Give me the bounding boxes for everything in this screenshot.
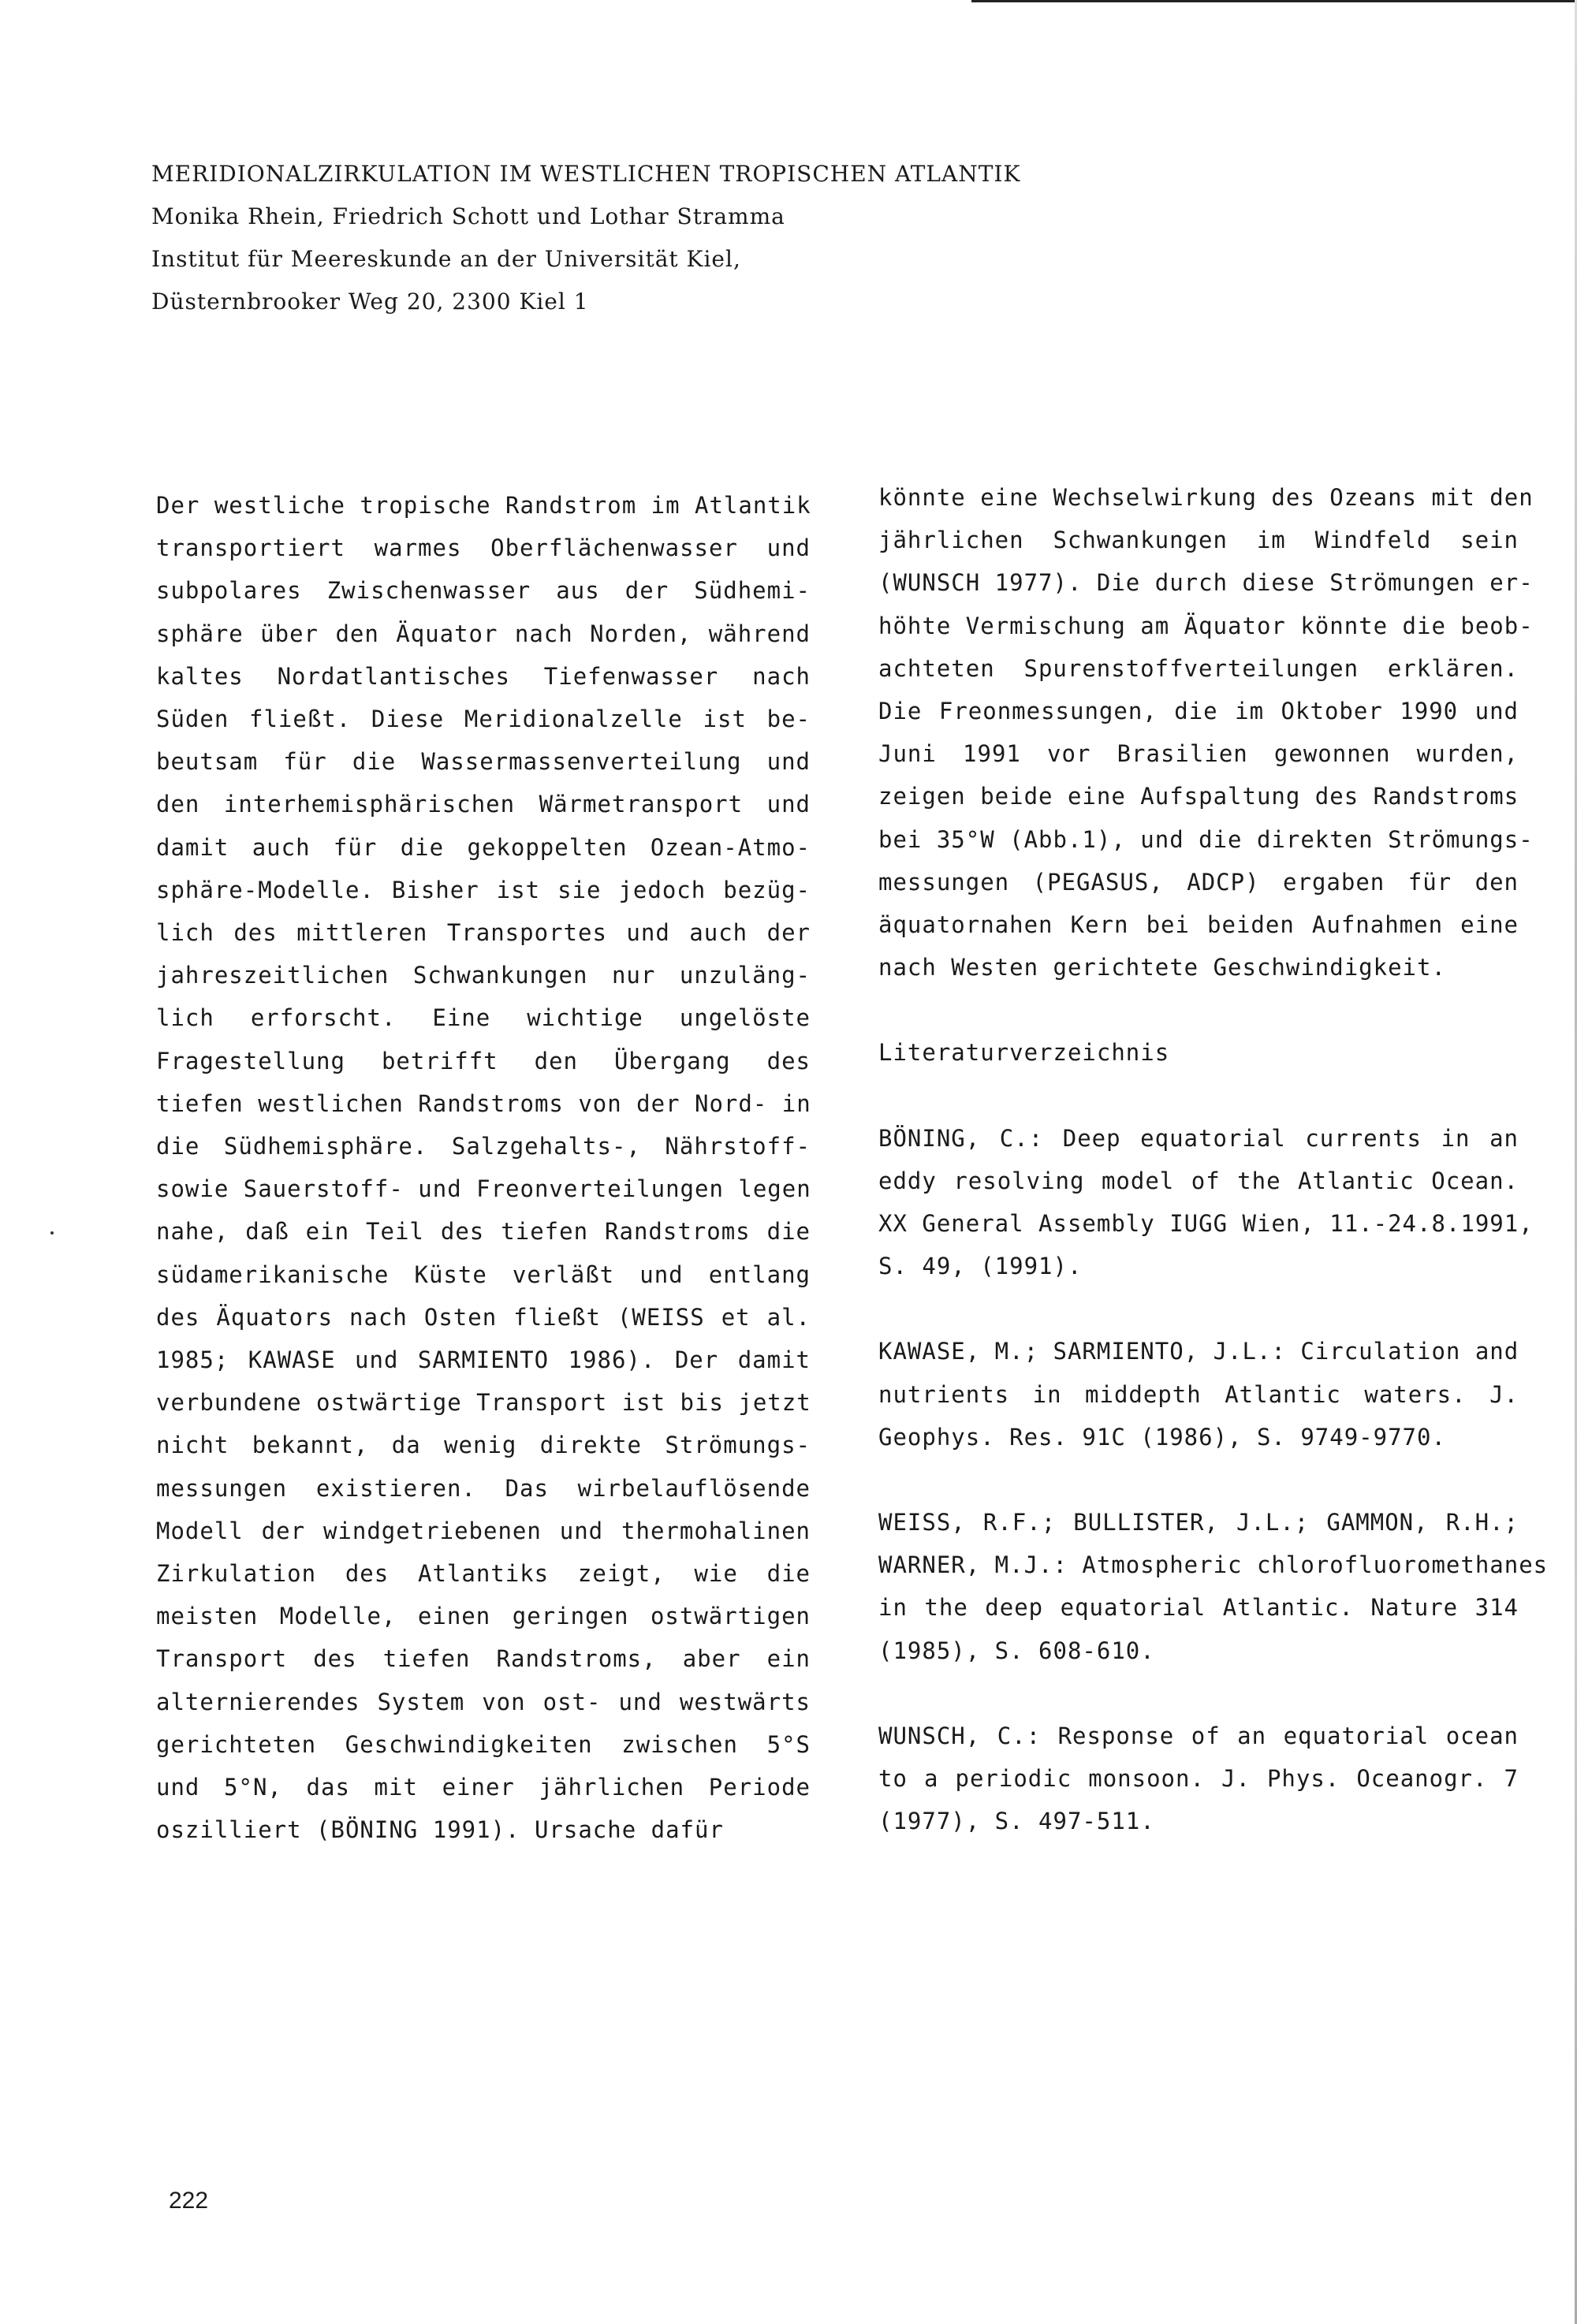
article-institute: Institut für Meereskunde an der Universität Kiel, xyxy=(151,246,741,272)
body-text-line: Zirkulation des Atlantiks zeigt, wie die xyxy=(156,1560,811,1588)
article-authors: Monika Rhein, Friedrich Schott und Lothar Stramma xyxy=(151,203,785,229)
body-text-line: oszilliert (BÖNING 1991). Ursache dafür xyxy=(156,1816,724,1844)
body-text-line: verbundene ostwärtige Transport ist bis jetzt xyxy=(156,1389,811,1417)
reference-line: WUNSCH, C.: Response of an equatorial ocean xyxy=(878,1722,1519,1749)
body-text-line: gerichteten Geschwindigkeiten zwischen 5°S xyxy=(156,1730,811,1758)
body-text-line: jahreszeitlichen Schwankungen nur unzuläng- xyxy=(156,962,811,989)
body-text-line: und 5°N, das mit einer jährlichen Periode xyxy=(156,1774,811,1801)
body-text-line: nahe, daß ein Teil des tiefen Randstroms die xyxy=(156,1218,811,1246)
body-text-line: könnte eine Wechselwirkung des Ozeans mit den xyxy=(878,484,1534,511)
body-text-line: die Südhemisphäre. Salzgehalts-, Nährstoff- xyxy=(156,1133,811,1160)
body-text-line: (WUNSCH 1977). Die durch diese Strömungen er- xyxy=(878,569,1534,597)
references-list xyxy=(878,1117,1549,1843)
body-text-line: Modell der windgetriebenen und thermohalinen xyxy=(156,1517,811,1544)
body-text-line: Juni 1991 vor Brasilien gewonnen wurden, xyxy=(878,740,1519,768)
reference-line: (1985), S. 608-610. xyxy=(878,1637,1155,1664)
reference-line: WEISS, R.F.; BULLISTER, J.L.; GAMMON, R.H.; xyxy=(878,1509,1519,1536)
reference-line: KAWASE, M.; SARMIENTO, J.L.: Circulation and xyxy=(878,1338,1519,1365)
reference-line: WARNER, M.J.: Atmospheric chlorofluoromethanes xyxy=(878,1551,1549,1579)
references-heading: Literaturverzeichnis xyxy=(878,1039,1170,1067)
body-text-line: meisten Modelle, einen geringen ostwärtigen xyxy=(156,1603,811,1630)
reference-line: eddy resolving model of the Atlantic Ocean. xyxy=(878,1167,1519,1194)
body-text-line: achteten Spurenstoffverteilungen erklären. xyxy=(878,654,1519,682)
body-text-line: damit auch für die gekoppelten Ozean-Atmo- xyxy=(156,833,811,861)
body-text-line: zeigen beide eine Aufspaltung des Randstroms xyxy=(878,783,1519,810)
reference-entry xyxy=(878,1715,1519,1843)
body-text-line: 1985; KAWASE und SARMIENTO 1986). Der damit xyxy=(156,1346,811,1374)
reference-line: to a periodic monsoon. J. Phys. Oceanogr. 7 xyxy=(878,1765,1519,1793)
body-text-line: Die Freonmessungen, die im Oktober 1990 und xyxy=(878,698,1519,725)
article-title: MERIDIONALZIRKULATION IM WESTLICHEN TROPISCHEN ATLANTIK xyxy=(151,161,1021,187)
reference-entry xyxy=(878,1501,1549,1672)
reference-line: XX General Assembly IUGG Wien, 11.-24.8.1991, xyxy=(878,1210,1534,1238)
left-column-body xyxy=(156,484,811,1852)
reference-line: (1977), S. 497-511. xyxy=(878,1808,1155,1835)
body-text-line: höhte Vermischung am Äquator könnte die beob- xyxy=(878,612,1534,639)
scan-edge-top xyxy=(971,0,1577,2)
body-text-line: jährlichen Schwankungen im Windfeld sein xyxy=(878,527,1519,554)
right-column-body xyxy=(878,476,1534,989)
body-text-line: lich des mittleren Transportes und auch der xyxy=(156,919,811,947)
page-number: 222 xyxy=(169,2188,209,2214)
body-text-line: sowie Sauerstoff- und Freonverteilungen legen xyxy=(156,1175,811,1203)
body-text-line: kaltes Nordatlantisches Tiefenwasser nach xyxy=(156,662,811,690)
body-text-line: subpolares Zwischenwasser aus der Südhemi- xyxy=(156,577,811,605)
reference-line: BÖNING, C.: Deep equatorial currents in an xyxy=(878,1124,1519,1152)
body-text-line: Transport des tiefen Randstroms, aber ein xyxy=(156,1645,811,1673)
body-text-line: bei 35°W (Abb.1), und die direkten Strömungs- xyxy=(878,825,1534,853)
body-text-line: sphäre über den Äquator nach Norden, während xyxy=(156,620,811,647)
body-text-line: nach Westen gerichtete Geschwindigkeit. xyxy=(878,954,1446,981)
body-text-line: sphäre-Modelle. Bisher ist sie jedoch bezüg- xyxy=(156,876,811,903)
reference-entry xyxy=(878,1330,1519,1458)
body-text-line: transportiert warmes Oberflächenwasser und xyxy=(156,534,811,562)
reference-line: nutrients in middepth Atlantic waters. J. xyxy=(878,1380,1519,1408)
body-text-line: messungen existieren. Das wirbelauflösende xyxy=(156,1474,811,1502)
right-column xyxy=(878,476,1549,1885)
body-text-line: nicht bekannt, da wenig direkte Strömungs- xyxy=(156,1432,811,1459)
scan-speck xyxy=(50,1231,54,1235)
reference-line: S. 49, (1991). xyxy=(878,1253,1083,1280)
body-text-line: südamerikanische Küste verläßt und entlang xyxy=(156,1261,811,1288)
reference-line: Geophys. Res. 91C (1986), S. 9749-9770. xyxy=(878,1423,1446,1451)
body-text-line: beutsam für die Wassermassenverteilung und xyxy=(156,748,811,776)
body-text-line: Süden fließt. Diese Meridionalzelle ist be- xyxy=(156,706,811,733)
body-text-line: Fragestellung betrifft den Übergang des xyxy=(156,1047,811,1074)
body-text-line: des Äquators nach Osten fließt (WEISS et al. xyxy=(156,1303,811,1331)
body-text-line: alternierendes System von ost- und westwärts xyxy=(156,1688,811,1715)
reference-entry xyxy=(878,1117,1534,1288)
body-text-line: äquatornahen Kern bei beiden Aufnahmen eine xyxy=(878,911,1519,939)
body-text-line: messungen (PEGASUS, ADCP) ergaben für den xyxy=(878,868,1519,896)
body-text-line: Der westliche tropische Randstrom im Atlantik xyxy=(156,492,811,519)
article-header xyxy=(151,153,1019,323)
body-text-line: lich erforscht. Eine wichtige ungelöste xyxy=(156,1004,811,1032)
body-text-line: tiefen westlichen Randstroms von der Nord- in xyxy=(156,1089,811,1117)
body-text-line: den interhemisphärischen Wärmetransport und xyxy=(156,791,811,818)
reference-line: in the deep equatorial Atlantic. Nature 314 xyxy=(878,1594,1519,1622)
article-address: Düsternbrooker Weg 20, 2300 Kiel 1 xyxy=(151,289,589,315)
